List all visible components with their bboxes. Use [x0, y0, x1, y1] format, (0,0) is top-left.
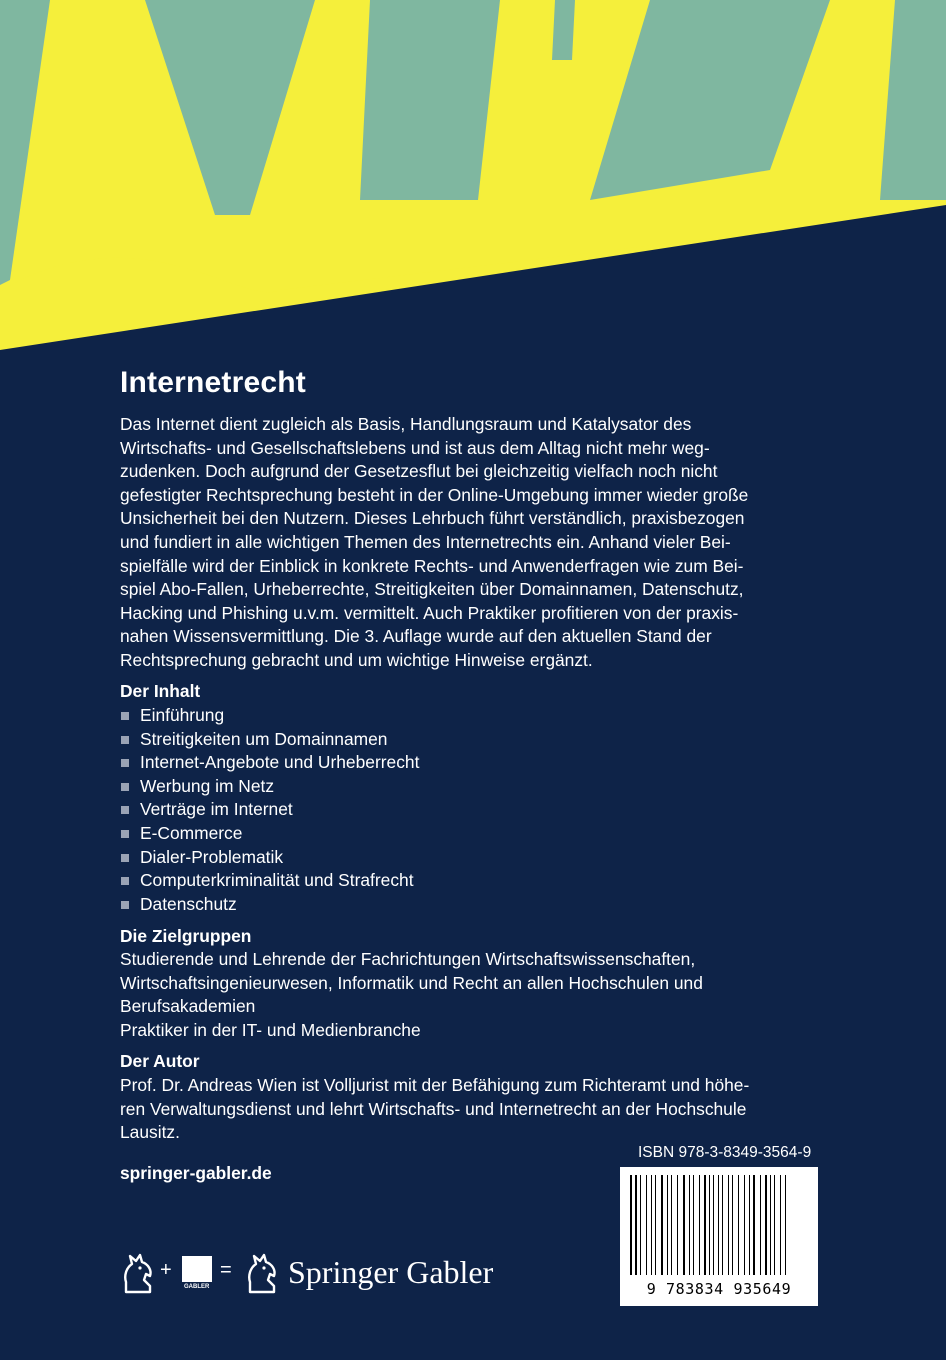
barcode-bar	[713, 1175, 714, 1275]
isbn-number: ISBN 978-3-8349-3564-9	[638, 1144, 812, 1161]
barcode-bar	[728, 1175, 729, 1275]
square-bullet-icon	[121, 830, 129, 838]
list-item-label: Werbung im Netz	[140, 775, 275, 796]
book-title: Internetrecht	[120, 366, 306, 399]
barcode-bar	[732, 1175, 733, 1275]
barcode-bar	[709, 1175, 710, 1275]
equals-sign: =	[220, 1259, 232, 1281]
list-item-label: Verträge im Internet	[140, 799, 293, 820]
springer-horse-icon	[244, 1252, 280, 1294]
description-line: nahen Wissensvermittlung. Die 3. Auflage wurde auf den aktuellen Stand der	[120, 626, 712, 647]
gabler-logo-icon	[182, 1256, 212, 1290]
description-line: gefestigter Rechtsprechung besteht in der Online-Umgebung immer wieder große	[120, 484, 749, 505]
barcode-digits: 9 783834 935649	[646, 1280, 792, 1298]
barcode-bar	[738, 1175, 739, 1275]
list-item	[120, 822, 419, 846]
list-item	[120, 869, 419, 893]
audience-text	[120, 948, 820, 1042]
list-item-label: Einführung	[140, 705, 225, 725]
barcode-bar	[699, 1175, 700, 1275]
cover-artwork	[0, 0, 946, 360]
description-line: Hacking und Phishing u.v.m. vermittelt. Auch Praktiker profitieren von der praxis-	[120, 602, 739, 623]
contents-heading: Der Inhalt	[120, 681, 201, 701]
barcode-bar	[718, 1175, 719, 1275]
barcode-bar	[770, 1175, 771, 1275]
description-line: Wirtschafts- und Gesellschaftslebens und ist aus dem Alltag nicht mehr weg-	[120, 437, 710, 458]
barcode	[620, 1167, 818, 1306]
list-item	[120, 704, 419, 728]
list-item	[120, 751, 419, 775]
barcode-bar	[651, 1175, 652, 1275]
description-line: Rechtsprechung gebracht und um wichtige Hinweise ergänzt.	[120, 649, 593, 670]
list-item-label: Internet-Angebote und Urheberrecht	[140, 752, 420, 773]
publisher-logos	[120, 1250, 540, 1300]
list-item-label: Dialer-Problematik	[140, 846, 284, 867]
barcode-bar	[661, 1175, 663, 1275]
barcode-bar	[655, 1175, 656, 1275]
barcode-bar	[785, 1175, 786, 1275]
barcode-bar	[646, 1175, 647, 1275]
square-bullet-icon	[121, 854, 129, 862]
barcode-bar	[753, 1175, 755, 1275]
author-line: ren Verwaltungsdienst und lehrt Wirtschafts- und Internetrecht an der Hochschule	[120, 1098, 747, 1119]
gabler-small-label: GABLER	[184, 1284, 210, 1290]
author-text	[120, 1074, 820, 1145]
barcode-bar	[780, 1175, 781, 1275]
audience-heading: Die Zielgruppen	[120, 926, 252, 946]
description-line: Das Internet dient zugleich als Basis, Handlungsraum und Katalysator des	[120, 414, 692, 434]
artwork-teal-shape-middle	[360, 0, 500, 200]
audience-line: Studierende und Lehrende der Fachrichtungen Wirtschaftswissenschaften,	[120, 949, 696, 969]
list-item-label: Streitigkeiten um Domainnamen	[140, 728, 388, 749]
barcode-bar	[677, 1175, 678, 1275]
author-heading: Der Autor	[120, 1051, 200, 1071]
audience-line: Berufsakademien	[120, 996, 256, 1017]
barcode-bar	[667, 1175, 668, 1275]
description-line: zudenken. Doch aufgrund der Gesetzesflut bei gleichzeitig vielfach noch nicht	[120, 461, 718, 482]
contents-list	[120, 704, 419, 916]
author-line: Lausitz.	[120, 1122, 180, 1143]
publisher-website-link[interactable]: springer-gabler.de	[120, 1163, 272, 1183]
description-line: Unsicherheit bei den Nutzern. Dieses Lehrbuch führt verständlich, praxisbezogen	[120, 508, 745, 529]
barcode-bar	[671, 1175, 672, 1275]
list-item-label: Computerkriminalität und Strafrecht	[140, 870, 414, 891]
audience-line: Praktiker in der IT- und Medienbranche	[120, 1019, 421, 1040]
barcode-bar	[640, 1175, 641, 1275]
list-item-label: Datenschutz	[140, 893, 237, 914]
description-line: spielfälle wird der Einblick in konkrete Rechts- und Anwenderfragen wie zum Bei-	[120, 555, 744, 576]
audience-line: Wirtschaftsingenieurwesen, Informatik und Recht an allen Hochschulen und	[120, 972, 703, 993]
square-bullet-icon	[121, 877, 129, 885]
barcode-bar	[704, 1175, 706, 1275]
barcode-bar	[630, 1175, 632, 1275]
square-bullet-icon	[121, 712, 129, 720]
square-bullet-icon	[121, 736, 129, 744]
barcode-bar	[722, 1175, 723, 1275]
barcode-bar	[635, 1175, 637, 1275]
barcode-bar	[689, 1175, 690, 1275]
plus-sign: +	[160, 1259, 172, 1281]
list-item	[120, 846, 419, 870]
barcode-bar	[749, 1175, 750, 1275]
barcode-bar	[693, 1175, 694, 1275]
artwork-teal-shape-thin	[552, 0, 575, 60]
barcode-bar	[765, 1175, 767, 1275]
springer-gabler-wordmark: Springer Gabler	[288, 1254, 494, 1290]
square-bullet-icon	[121, 759, 129, 767]
springer-horse-icon	[120, 1252, 156, 1294]
description-line: spiel Abo-Fallen, Urheberrechte, Streitigkeiten über Domainnamen, Datenschutz,	[120, 579, 744, 600]
square-bullet-icon	[121, 901, 129, 909]
list-item-label: E-Commerce	[140, 822, 243, 843]
square-bullet-icon	[121, 783, 129, 791]
description-line: und fundiert in alle wichtigen Themen des Internetrechts ein. Anhand vieler Bei-	[120, 531, 731, 552]
author-line: Prof. Dr. Andreas Wien ist Volljurist mit der Befähigung zum Richteramt und höhe-	[120, 1075, 750, 1095]
list-item	[120, 798, 419, 822]
square-bullet-icon	[121, 806, 129, 814]
barcode-bar	[774, 1175, 775, 1275]
barcode-bar	[683, 1175, 685, 1275]
barcode-bar	[760, 1175, 761, 1275]
list-item	[120, 775, 419, 799]
barcode-bar	[744, 1175, 745, 1275]
list-item	[120, 728, 419, 752]
book-description	[120, 413, 820, 673]
list-item	[120, 893, 419, 917]
